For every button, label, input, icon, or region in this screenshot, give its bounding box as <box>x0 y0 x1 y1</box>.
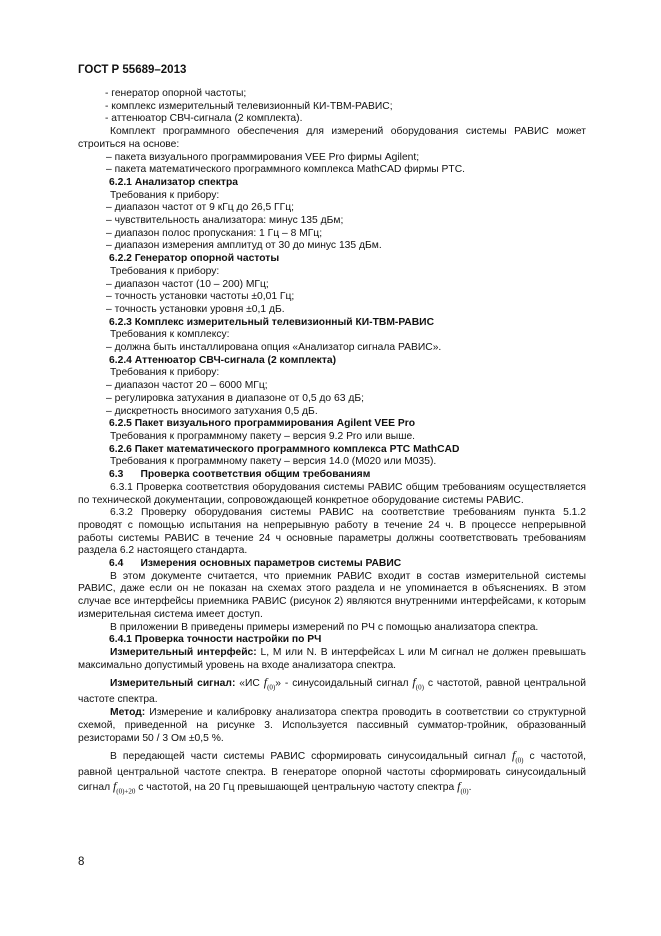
section-heading: 6.2.4 Аттенюатор СВЧ-сигнала (2 комплекта) <box>109 354 337 366</box>
paragraph-text: «ИС <box>235 678 264 690</box>
term-label: Метод: <box>110 707 146 719</box>
list-item: - комплекс измерительный телевизионный КИ-ТВМ-РАВИС; <box>105 100 393 112</box>
page-body <box>78 88 586 798</box>
formula: $f_{(0)}$ <box>511 748 524 765</box>
paragraph: Требования к прибору: <box>110 265 220 277</box>
section-heading: 6.2.6 Пакет математического программного комплекса PTC MathCAD <box>109 443 460 455</box>
paragraph-text: с частотой, на 20 Гц превышающей центральную частоту спектра <box>135 782 458 794</box>
paragraph: Комплект программного обеспечения для измерений оборудования системы РАВИС может строиться на основе: <box>78 126 586 150</box>
list-item: – чувствительность анализатора: минус 135 дБм; <box>106 215 344 227</box>
term-label: Измерительный интерфейс: <box>110 646 257 658</box>
list-item: – диапазон полос пропускания: 1 Гц – 8 МГц; <box>106 227 323 239</box>
paragraph-text: . <box>468 782 472 794</box>
paragraph-text: Измерение и калибровку анализатора спектра проводить в соответствии со структурной схемой, приведенной на рисунке 3. Используется пассивный сумматор-тройник, образованный резисторами 50 / 3 Ом ±0,5 %. <box>78 707 586 744</box>
formula: $f_{(0)}$ <box>412 675 424 692</box>
list-item: – диапазон частот 20 – 6000 МГц; <box>106 380 268 392</box>
standard-header: ГОСТ Р 55689–2013 <box>78 64 187 76</box>
paragraph: Требования к прибору: <box>110 367 220 379</box>
list-item: – диапазон частот от 9 кГц до 26,5 ГГц; <box>106 202 294 214</box>
list-item: – точность установки уровня ±0,1 дБ. <box>106 303 285 315</box>
paragraph: В этом документе считается, что приемник РАВИС входит в состав измерительной системы РАВИС, даже если он не показан на схемах этого раздела и не упоминается в объяснениях. В этом случае все интерфейсы приемника РАВИС (рисунок 2) являются внутренними интерфейсами, к которым измерительная система имеет доступ. <box>78 570 586 620</box>
paragraph: Требования к программному пакету – версия 14.0 (М020 или М035). <box>110 456 437 468</box>
list-item: – точность установки частоты ±0,01 Гц; <box>106 291 295 303</box>
list-item: – пакета математического программного комплекса MathCAD фирмы PTC. <box>106 164 465 176</box>
term-label: Измерительный сигнал: <box>110 678 236 690</box>
paragraph: Требования к программному пакету – версия 9.2 Pro или выше. <box>110 430 416 442</box>
section-heading: 6.4 Измерения основных параметров системы РАВИС <box>109 558 402 570</box>
paragraph: 6.3.2 Проверку оборудования системы РАВИС на соответствие требованиям пункта 5.1.2 проводят с помощью испытания на непрерывную работу в течение 24 ч. В процессе непрерывной работы системы РАВИС в течение 24 ч основные параметры должны соответствовать требованиям раздела 6.2 настоящего стандарта. <box>78 507 586 557</box>
paragraph-text: L, M или N. В интерфейсах L или M сигнал не должен превышать максимально допустимый уровень на входе анализатора спектра. <box>78 646 587 671</box>
formula: $f_{(0)+20}$ <box>112 779 136 796</box>
paragraph: Требования к прибору: <box>110 189 220 201</box>
paragraph-text: с частотой, равной центральной частоте спектра. В генераторе опорной частоты сформировать синусоидальный сигнал <box>78 751 587 794</box>
section-heading: 6.2.3 Комплекс измерительный телевизионный КИ-ТВМ-РАВИС <box>109 316 435 328</box>
list-item: - аттенюатор СВЧ-сигнала (2 комплекта). <box>105 113 303 125</box>
paragraph <box>78 707 586 745</box>
list-item: – должна быть инсталлирована опция «Анализатор сигнала РАВИС». <box>106 342 442 354</box>
list-item: – дискретность вносимого затухания 0,5 дБ. <box>106 405 318 417</box>
list-item: - генератор опорной частоты; <box>105 88 247 99</box>
paragraph <box>78 749 586 798</box>
paragraph-text: с частотой, равной центральной частоте спектра. <box>78 678 586 706</box>
list-item: – диапазон частот (10 – 200) МГц; <box>106 278 269 290</box>
paragraph <box>78 647 586 672</box>
list-item: – регулировка затухания в диапазоне от 0,5 до 63 дБ; <box>106 392 364 404</box>
list-item: – диапазон измерения амплитуд от 30 до минус 135 дБм. <box>106 240 382 252</box>
formula: $f_{(0)}$ <box>457 779 469 796</box>
formula: $f_{(0)}$ <box>263 675 276 692</box>
section-heading: 6.2.1 Анализатор спектра <box>109 176 238 188</box>
list-item: – пакета визуального программирования VEE Pro фирмы Agilent; <box>106 151 420 163</box>
section-heading: 6.4.1 Проверка точности настройки по РЧ <box>109 634 322 646</box>
paragraph-text: » - синусоидальный сигнал <box>275 678 413 690</box>
paragraph-text: В передающей части системы РАВИС сформировать синусоидальный сигнал <box>110 751 512 763</box>
section-heading: 6.2.2 Генератор опорной частоты <box>109 253 280 265</box>
paragraph: 6.3.1 Проверка соответствия оборудования системы РАВИС общим требованиям осуществляется по технической документации, сопровождающей конкретное оборудование системы РАВИС. <box>78 481 586 506</box>
paragraph <box>78 676 586 707</box>
page-number: 8 <box>78 856 85 868</box>
paragraph: Требования к комплексу: <box>110 329 230 341</box>
section-heading: 6.2.5 Пакет визуального программирования Agilent VEE Pro <box>109 418 416 430</box>
paragraph: В приложении В приведены примеры измерений по РЧ с помощью анализатора спектра. <box>110 621 539 633</box>
section-heading: 6.3 Проверка соответствия общим требованиям <box>109 469 371 481</box>
